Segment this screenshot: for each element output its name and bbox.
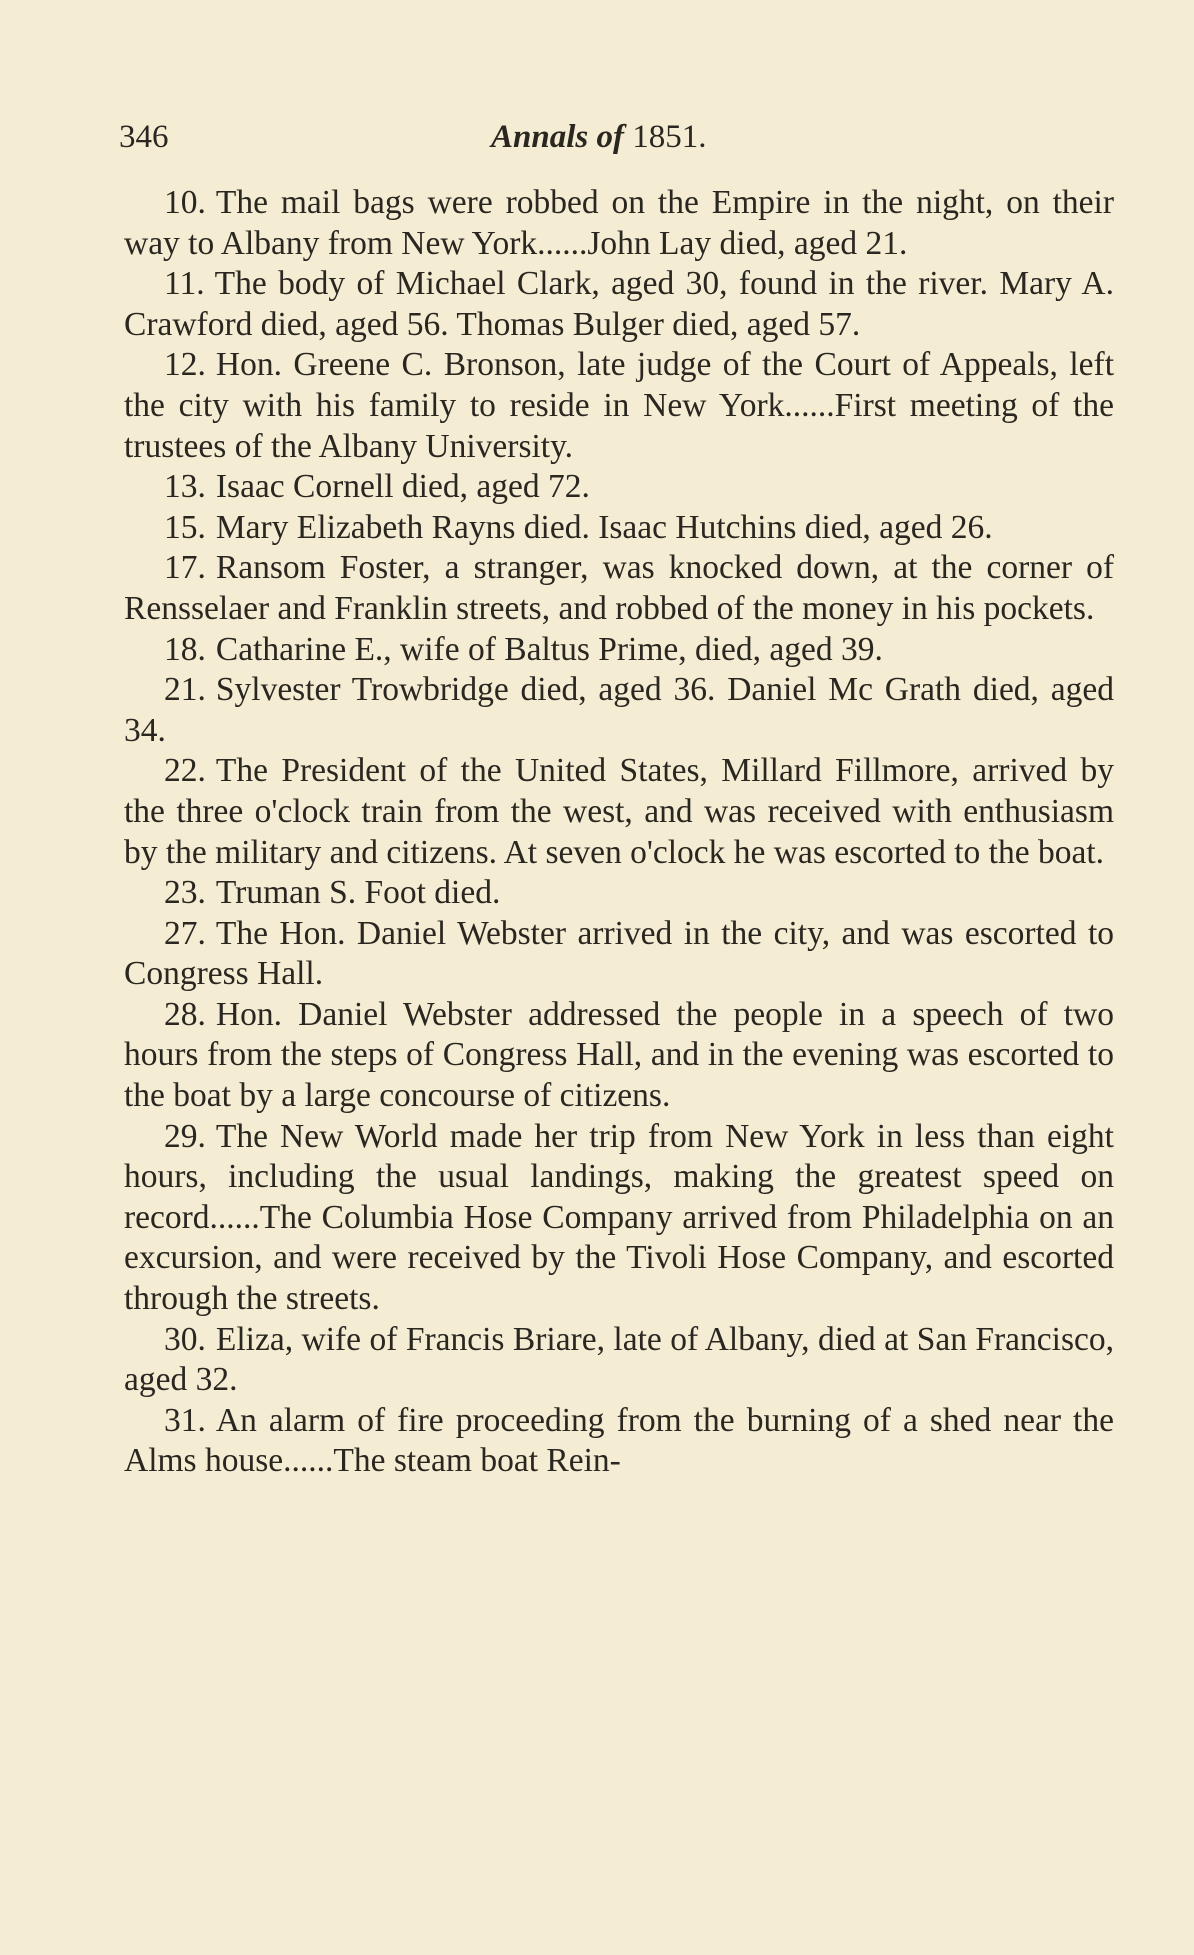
entry-12	[124, 345, 1114, 467]
entry-text: Truman S. Foot died.	[215, 874, 501, 912]
entry-day: 30.	[164, 1320, 206, 1358]
entry-22	[124, 751, 1114, 873]
entry-day: 17.	[164, 549, 206, 587]
entry-text: Mary Elizabeth Rayns died. Isaac Hutchins died, aged 26.	[215, 508, 993, 546]
entry-text: The President of the United States, Millard Fillmore, arrived by the three o'clock train from the west, and was received with enthusiasm by the military and citizens. At seven o'clock he was escorted to the boat.	[124, 752, 1114, 871]
entry-text: The mail bags were robbed on the Empire in the night, on their way to Albany from New York......John Lay died, aged 21.	[124, 184, 1114, 262]
entry-day: 28.	[164, 995, 206, 1033]
entry-day: 12.	[164, 346, 206, 384]
entry-text: The New World made her trip from New York in less than eight hours, including the usual landings, making the greatest speed on record......The Columbia Hose Company arrived from Philadelphia on an excursion, and were received by the Tivoli Hose Company, and escorted through the streets.	[124, 1117, 1114, 1318]
running-header	[119, 112, 1116, 162]
entry-17	[124, 548, 1114, 629]
running-title-italic: Annals of	[491, 119, 624, 155]
entry-text: An alarm of fire proceeding from the burning of a shed near the Alms house......The steam boat Rein-	[124, 1401, 1114, 1480]
entry-day: 15.	[164, 508, 206, 546]
entry-day: 13.	[164, 468, 206, 506]
entry-day: 31.	[164, 1401, 206, 1439]
running-title	[491, 112, 706, 162]
entry-text: Isaac Cornell died, aged 72.	[215, 468, 590, 506]
entry-11	[124, 264, 1114, 345]
entry-30	[124, 1320, 1114, 1401]
entry-text: The body of Michael Clark, aged 30, found in the river. Mary A. Crawford died, aged 56. Thomas Bulger died, aged 57.	[124, 265, 1114, 343]
entry-text: Catharine E., wife of Baltus Prime, died, aged 39.	[215, 630, 883, 668]
entry-18	[124, 630, 1114, 671]
entry-13	[124, 467, 1114, 508]
entry-day: 29.	[164, 1117, 206, 1155]
entry-day: 27.	[164, 914, 206, 952]
entry-text: Eliza, wife of Francis Briare, late of Albany, died at San Francisco, aged 32.	[124, 1320, 1114, 1399]
entry-10	[124, 183, 1114, 264]
entry-23	[124, 873, 1114, 914]
entry-day: 11.	[164, 265, 205, 303]
entry-day: 23.	[164, 874, 206, 912]
entry-text: The Hon. Daniel Webster arrived in the city, and was escorted to Congress Hall.	[124, 914, 1114, 993]
entry-day: 22.	[164, 752, 206, 790]
entry-text: Hon. Greene C. Bronson, late judge of the Court of Appeals, left the city with his family to reside in New York......First meeting of the trustees of the Albany University.	[124, 346, 1114, 465]
entry-21	[124, 670, 1114, 751]
entry-text: Sylvester Trowbridge died, aged 36. Daniel Mc Grath died, aged 34.	[124, 671, 1114, 749]
running-title-year: 1851.	[632, 119, 707, 155]
entry-29	[124, 1117, 1114, 1320]
annals-text	[124, 183, 1114, 1482]
entry-28	[124, 995, 1114, 1117]
entry-27	[124, 914, 1114, 995]
entry-day: 21.	[164, 671, 206, 709]
page-number: 346	[119, 119, 169, 155]
entry-15	[124, 508, 1114, 549]
entry-31	[124, 1401, 1114, 1482]
entry-day: 18.	[164, 630, 206, 668]
entry-text: Hon. Daniel Webster addressed the people in a speech of two hours from the steps of Congress Hall, and in the evening was escorted to the boat by a large concourse of citizens.	[124, 995, 1114, 1115]
entry-day: 10.	[164, 184, 206, 221]
entry-text: Ransom Foster, a stranger, was knocked down, at the corner of Rensselaer and Franklin streets, and robbed of the money in his pockets.	[124, 549, 1114, 627]
